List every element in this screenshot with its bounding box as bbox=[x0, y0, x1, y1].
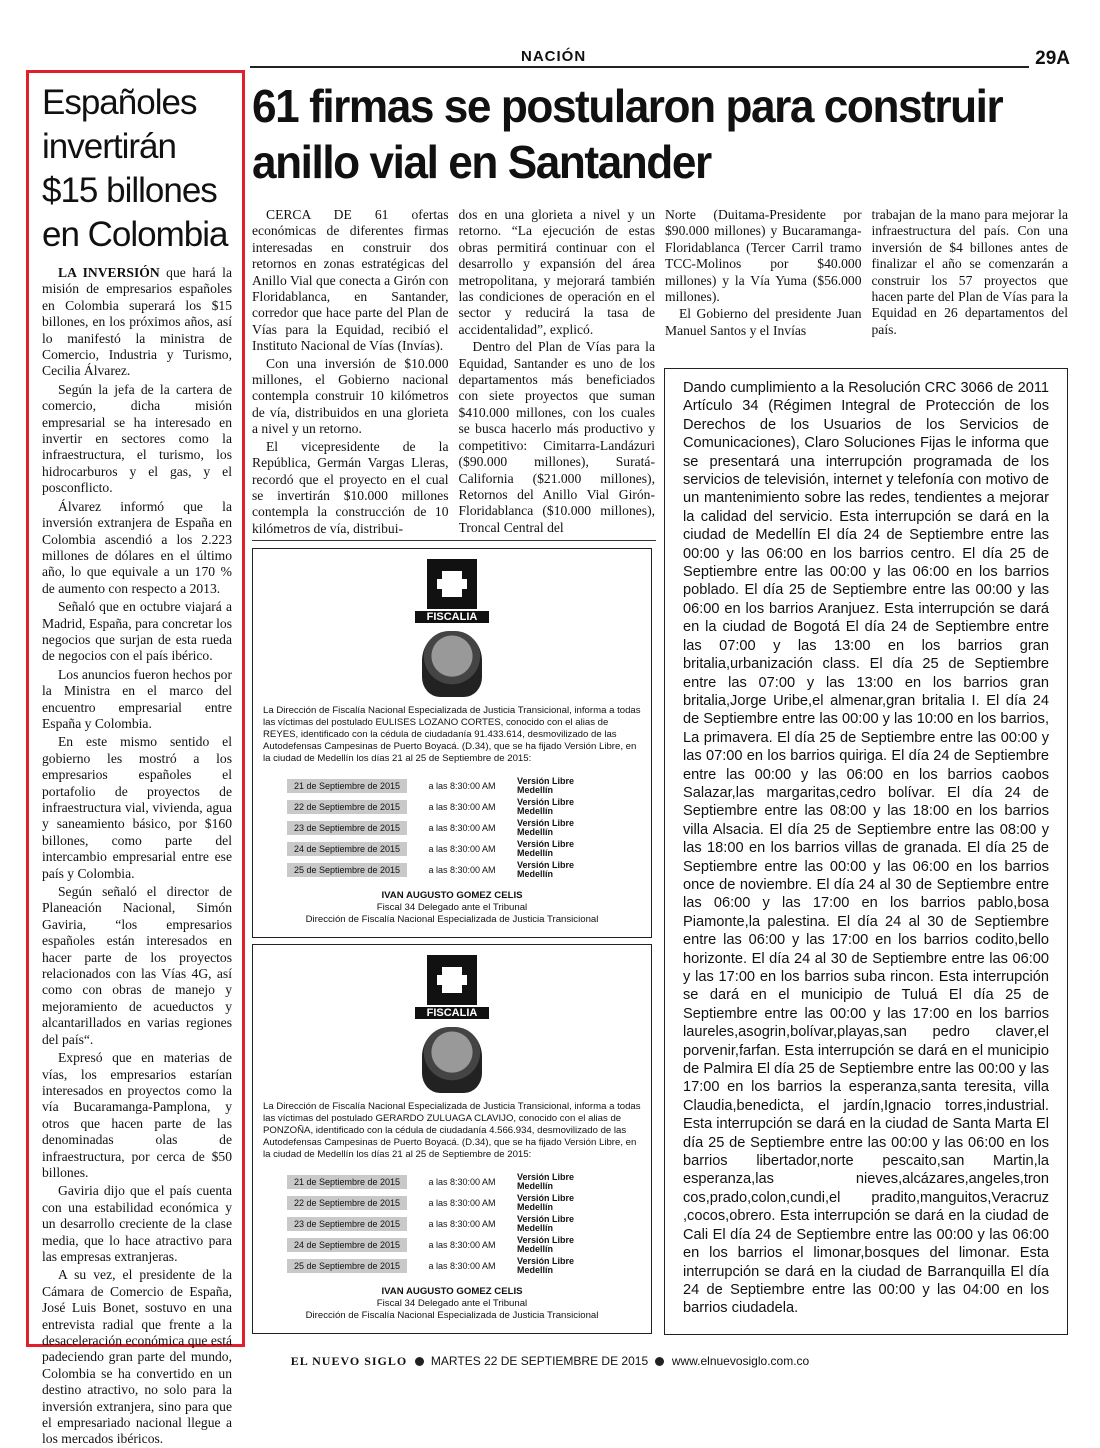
sidebar-paragraph: Según señaló el director de Planeación Nacional, Simón Gaviria, “los empresarios españoles están interesados en hacer parte de los proyectos relacionados con las Vías 4G, así como con obras de manejo y mejoramiento de acueductos y alcantarillados en varias regiones del país“. bbox=[42, 884, 232, 1047]
schedule-time: a las 8:30:00 AM bbox=[428, 801, 496, 812]
schedule-time: a las 8:30:00 AM bbox=[428, 864, 496, 875]
schedule-date: 23 de Septiembre de 2015 bbox=[287, 1217, 407, 1231]
bullet-icon bbox=[415, 1357, 424, 1366]
claro-notice-text: Dando cumplimiento a la Resolución CRC 3066 de 2011 Artículo 34 (Régimen Integral de Protección de los Derechos de los Usuarios de los Servicios de Comunicaciones), Claro Soluciones Fijas le informa que se presentará una interrupción programada de los servicios de televisión, internet y telefonía con motivo de un mantenimiento sobre las redes, tendientes a mejorar la calidad del servicio. Esta interrupción se dará en la ciudad de Medellín El día 24 de Septiembre entre las 00:00 y las 06:00 en los barrios centro. El día 25 de Septiembre entre las 00:00 y las 06:00 en los barrios poblado. El día 25 de Septiembre entre las 00:00 y las 06:00 en los barrios Aranjuez. Esta interrupción se dará en la ciudad de Bogotá El día 24 de Septiembre entre las 07:00 y las 13:00 en los barrios gran britalia,urbanización class. El día 25 de Septiembre entre las 07:00 y las 13:00 en los barrios gran britalia,Jorge Uribe,el almenar,gran britalia I. El día 24 de Septiembre entre las 00:00 y las 10:00 en los barrios, La primavera. El día 25 de Septiembre entre las 00:00 y las 07:00 en los barrios quiriga. El día 24 de Septiembre entre las 00:00 y las 06:00 en los barrios caobos Salazar,las margaritas,cedro bolívar. El día 24 de Septiembre entre las 08:00 y las 18:00 en los barrios villa Alsacia. El día 25 de Septiembre entre las 08:00 y las 18:00 en los barrios villas de granada. El día 25 de Septiembre entre las 00:00 y las 06:00 en los barrios once de noviembre. El día 24 al 30 de Septiembre entre las 06:00 y las 17:00 en los barrios pablo,bosa Piamonte,la palestina. El día 24 al 30 de Septiembre entre las 06:00 y las 17:00 en los barrios codito,bello horizonte. El día 24 al 30 de Septiembre entre las 06:00 y las 17:00 en los barrios suba rincon. Esta interrupción se dará en el municipio de Tuluá El día 25 de Septiembre entre las 00:00 y las 17:00 en los barrios laureles,asogrin,bolívar,playas,san pedro claver,el porvenir,farfan. Esta interrupción se dará en el municipio de Palmira El día 25 de Septiembre entre las 00:00 y las 17:00 en los barrios la esperanza,santa teresita, villa Claudia,benedicta, el jardín,Ignacio torres,industrial. Esta interrupción se dará en la ciudad de Santa Marta El día 25 de Septiembre entre las 00:00 y las 06:00 en los barrios libertador,norte pescaito,san Martin,la esperanza,las nieves,alcázares,angeles,tron cos,prado,colon,cundi,el pradito,manguitos,Veracruz ,cocos,obrero. Esta interrupción se dará en la ciudad de Cali El día 24 de Septiembre entre las 00:00 y las 06:00 en los barrios el limonar,bosques del limonar. Esta interrupción se dará en la ciudad de Barranquilla El día 24 de Septiembre entre las 00:00 y las 04:00 en los barrios ciudadela. bbox=[683, 380, 1049, 1317]
schedule-date: 24 de Septiembre de 2015 bbox=[287, 842, 407, 856]
article-column-2 bbox=[459, 207, 656, 537]
fiscalia-notice bbox=[252, 548, 652, 938]
claro-interruption-notice bbox=[664, 368, 1068, 1335]
footer-date: MARTES 22 DE SEPTIEMBRE DE 2015 bbox=[430, 1354, 649, 1368]
article-paragraph: El vicepresidente de la República, Germán Vargas Lleras, recordó que el proyecto en el cual se invertirán $10.000 millones contempla la construcción de 10 kilómetros de vía, distribui- bbox=[252, 438, 449, 536]
sidebar-paragraph: En este mismo sentido el gobierno les mostró a los empresarios españoles el portafolio de proyectos de infraestructura vial, vivienda, agua y saneamiento básico, por $160 billones, como parte del intercambio empresarial entre ese país y Colombia. bbox=[42, 734, 232, 881]
signer-name: IVAN AUGUSTO GOMEZ CELIS bbox=[381, 890, 523, 901]
newspaper-brand: EL NUEVO SIGLO bbox=[290, 1354, 408, 1368]
sidebar-lead bbox=[42, 265, 232, 380]
table-row bbox=[287, 1171, 617, 1192]
sidebar-body bbox=[42, 265, 232, 1448]
page-footer bbox=[0, 1354, 1100, 1369]
schedule-time: a las 8:30:00 AM bbox=[428, 1260, 496, 1271]
schedule-type: Versión Libre Medellín bbox=[517, 1192, 575, 1212]
schedule-time: a las 8:30:00 AM bbox=[428, 1197, 496, 1208]
signer-name: IVAN AUGUSTO GOMEZ CELIS bbox=[381, 1286, 523, 1297]
schedule-date: 21 de Septiembre de 2015 bbox=[287, 779, 407, 793]
puzzle-icon bbox=[427, 955, 477, 1005]
sidebar-paragraph: Álvarez informó que la inversión extranjera de España en Colombia ascendió a los 2.223 millones de dólares en el último año, lo que equivale a un 170 % de aumento con respecto a 2013. bbox=[42, 498, 232, 596]
article-column-1 bbox=[252, 207, 449, 537]
signer-role: Fiscal 34 Delegado ante el Tribunal bbox=[376, 1298, 528, 1309]
schedule-time: a las 8:30:00 AM bbox=[428, 843, 496, 854]
table-row bbox=[287, 817, 617, 838]
article-paragraph: trabajan de la mano para mejorar la infraestructura del país. Con una inversión de $4 billones antes de finalizar el año se comenzarán a construir los 57 proyectos que hacen parte del Plan de Vías para la Equidad en 26 departamentos del país. bbox=[871, 207, 1068, 337]
section-name: NACIÓN bbox=[515, 48, 592, 65]
footer-url[interactable]: www.elnuevosiglo.com.co bbox=[671, 1354, 810, 1368]
schedule-type: Versión Libre Medellín bbox=[517, 775, 575, 795]
schedule-type: Versión Libre Medellín bbox=[517, 1255, 575, 1275]
fiscalia-logo bbox=[415, 955, 489, 1019]
person-photo bbox=[422, 631, 482, 697]
article-paragraph: Norte (Duitama-Presidente por $90.000 millones) y Bucaramanga-Floridablanca (Tercer Carril tramo TCC-Molinos por $40.000 millones) y la Vía Yuma ($56.000 millones). bbox=[665, 207, 862, 305]
signer-role: Fiscal 34 Delegado ante el Tribunal bbox=[376, 902, 528, 913]
table-row bbox=[287, 1255, 617, 1276]
sidebar-title: Españoles invertirán $15 billones en Colombia bbox=[42, 83, 228, 254]
logo-label: FISCALIA bbox=[415, 611, 489, 623]
schedule-date: 21 de Septiembre de 2015 bbox=[287, 1175, 407, 1189]
schedule-type: Versión Libre Medellín bbox=[517, 1213, 575, 1233]
sidebar-paragraph: A su vez, el presidente de la Cámara de Comercio de España, José Luis Bonet, sostuvo en una entrevista radial que frente a la desaceleración económica que está padeciendo gran parte del mundo, Colombia se ha convertido en un destino atractivo, no solo para la inversión extranjera, sino para que el empresariado nacional llegue a los mercados ibéricos. bbox=[42, 1267, 232, 1447]
signer-office: Dirección de Fiscalía Nacional Especializada de Justicia Transicional bbox=[305, 914, 599, 925]
fiscalia-notice bbox=[252, 944, 652, 1334]
article-paragraph: Con una inversión de $10.000 millones, el Gobierno nacional contempla construir 10 kilómetros de vía, distribuidos en una glorieta a nivel y un retorno. bbox=[252, 355, 449, 437]
main-headline: 61 firmas se postularon para construir anillo vial en Santander bbox=[252, 80, 1003, 188]
sidebar-paragraph: Gaviria dijo que el país cuenta con una estabilidad económica y un desarrollo creciente de la clase media, que lo hace atractivo para las empresas extranjeras. bbox=[42, 1183, 232, 1264]
sidebar-article bbox=[26, 70, 245, 1447]
schedule-date: 22 de Septiembre de 2015 bbox=[287, 800, 407, 814]
schedule-type: Versión Libre Medellín bbox=[517, 859, 575, 879]
schedule-time: a las 8:30:00 AM bbox=[428, 1218, 496, 1229]
notice-text: La Dirección de Fiscalía Nacional Especializada de Justicia Transicional, informa a todas las víctimas del postulado EULISES LOZANO CORTES, conocido con el alias de REYES, identificado con la cédula de ciudadanía 91.433.614, desmovilizado de las Autodefensas Campesinas de Puerto Boyacá. (D.34), que se ha fijado Versión Libre, en la ciudad de Medellín los días 21 al 25 de Septiembre de 2015: bbox=[263, 705, 641, 764]
table-row bbox=[287, 775, 617, 796]
table-row bbox=[287, 1192, 617, 1213]
sidebar-paragraph: Los anuncios fueron hechos por la Ministra en el marco del encuentro empresarial entre España y Colombia. bbox=[42, 666, 232, 731]
puzzle-icon bbox=[427, 559, 477, 609]
person-photo bbox=[422, 1027, 482, 1093]
schedule-type: Versión Libre Medellín bbox=[517, 817, 575, 837]
signature-block bbox=[263, 890, 641, 926]
schedule-table bbox=[287, 775, 617, 880]
schedule-date: 22 de Septiembre de 2015 bbox=[287, 1196, 407, 1210]
sidebar-paragraph: Expresó que en materias de vías, los empresarios estarían interesados en proyectos como la vía Bucaramanga-Pamplona, y otros que hacen parte de las denominadas olas de infraestructura, por cerca de $50 billones. bbox=[42, 1050, 232, 1180]
bullet-icon bbox=[655, 1357, 664, 1366]
signature-block bbox=[263, 1286, 641, 1322]
schedule-date: 25 de Septiembre de 2015 bbox=[287, 863, 407, 877]
page-number: 29A bbox=[1029, 48, 1070, 70]
article-paragraph: El Gobierno del presidente Juan Manuel Santos y el Invías bbox=[665, 306, 862, 338]
table-row bbox=[287, 859, 617, 880]
table-row bbox=[287, 838, 617, 859]
section-rule bbox=[250, 66, 1050, 68]
schedule-time: a las 8:30:00 AM bbox=[428, 822, 496, 833]
article-paragraph: Dentro del Plan de Vías para la Equidad, Santander es uno de los departamentos más beneficiados con siete proyectos que suman $410.000 millones, con los cuales se busca hacerlo más productivo y competitivo: Cimitarra-Landázuri ($90.000 millones), Suratá-California ($21.000 millones), Retornos del Anillo Vial Girón-Floridablanca ($10.000 millones), Troncal Central del bbox=[458, 339, 655, 535]
table-row bbox=[287, 796, 617, 817]
logo-label: FISCALIA bbox=[415, 1007, 489, 1019]
schedule-date: 23 de Septiembre de 2015 bbox=[287, 821, 407, 835]
schedule-type: Versión Libre Medellín bbox=[517, 796, 575, 816]
fiscalia-logo bbox=[415, 559, 489, 623]
article-paragraph: dos en una glorieta a nivel y un retorno. “La ejecución de estas obras permitirá continuar con el desarrollo y expansión del área metropolitana, y mejorará también las condiciones de operación en el sector y reducirá la tasa de accidentalidad”, explicó. bbox=[458, 207, 655, 337]
schedule-date: 24 de Septiembre de 2015 bbox=[287, 1238, 407, 1252]
schedule-time: a las 8:30:00 AM bbox=[428, 1239, 496, 1250]
divider bbox=[252, 540, 656, 541]
schedule-time: a las 8:30:00 AM bbox=[428, 1176, 496, 1187]
schedule-table bbox=[287, 1171, 617, 1276]
lead-text: que hará la misión de empresarios españoles en Colombia superará los $15 billones, en los próximos años, así lo manifestó la ministra de Comercio, Industria y Turismo, Cecilia Álvarez. bbox=[42, 265, 232, 379]
schedule-type: Versión Libre Medellín bbox=[517, 1171, 575, 1191]
schedule-type: Versión Libre Medellín bbox=[517, 1234, 575, 1254]
section-header bbox=[250, 48, 1070, 74]
sidebar-paragraph: Señaló que en octubre viajará a Madrid, España, para concretar los negocios que surjan de esta rueda de negocios con el país ibérico. bbox=[42, 599, 232, 664]
notice-text: La Dirección de Fiscalía Nacional Especializada de Justicia Transicional, informa a todas las víctimas del postulado GERARDO ZULUAGA CLAVIJO, conocido con el alias de PONZOÑA, identificado con la cédula de ciudadanía 4.566.934, desmovilizado de las Autodefensas Campesinas de Puerto Boyacá. (D.34), que se ha fijado Versión Libre, en la ciudad de Medellín los días 21 al 25 de Septiembre de 2015: bbox=[263, 1101, 641, 1160]
table-row bbox=[287, 1234, 617, 1255]
table-row bbox=[287, 1213, 617, 1234]
schedule-time: a las 8:30:00 AM bbox=[428, 780, 496, 791]
sidebar-paragraph: Según la jefa de la cartera de comercio, dicha misión empresarial se ha interesado en invertir en sectores como la infraestructura, el turismo, los hidrocarburos y el gas, y el posconflicto. bbox=[42, 381, 232, 496]
article-paragraph: CERCA DE 61 ofertas económicas de diferentes firmas interesadas en construir dos retornos en zonas estratégicas del Anillo Vial que conecta a Girón con Floridablanca, en Santander, corredor que hace parte del Plan de Vías para la Equidad, recibió el Instituto Nacional de Vías (Invías). bbox=[252, 207, 449, 354]
lead-kicker: LA INVERSIÓN bbox=[58, 265, 160, 280]
signer-office: Dirección de Fiscalía Nacional Especializada de Justicia Transicional bbox=[305, 1310, 599, 1321]
schedule-date: 25 de Septiembre de 2015 bbox=[287, 1259, 407, 1273]
schedule-type: Versión Libre Medellín bbox=[517, 838, 575, 858]
